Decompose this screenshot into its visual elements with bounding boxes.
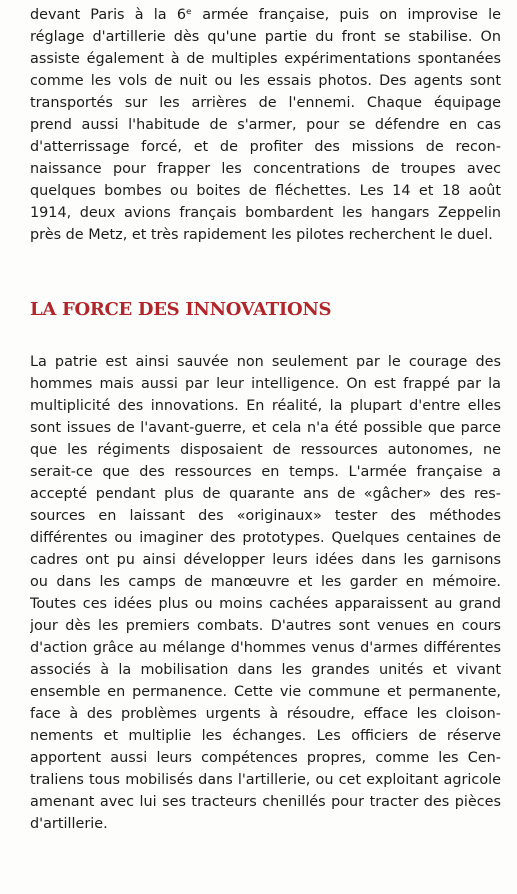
text-line: 1914, deux avions français bombardent les hangars Zeppelin <box>30 205 501 221</box>
text-line: serait-ce que des ressources en temps. L'armée française a <box>30 464 501 480</box>
text-line: différentes ou imaginer des prototypes. Quelques centaines de <box>30 530 501 546</box>
text-line: transportés sur les arrières de l'ennemi. Chaque équipage <box>30 95 501 111</box>
text-line: hommes mais aussi par leur intelligence. On est frappé par la <box>30 376 501 392</box>
text-line: face à des problèmes urgents à résoudre, efface les cloison- <box>30 706 501 722</box>
text-line: apportent aussi leurs compétences propres, comme les Cen- <box>30 750 501 766</box>
text-line: naissance pour frapper les concentrations de troupes avec <box>30 161 501 177</box>
text-line: traliens tous mobilisés dans l'artillerie, ou cet exploitant agricole <box>30 772 501 788</box>
text-line: jour dès les premiers combats. D'autres sont venues en cours <box>30 618 501 634</box>
text-line: nements et multiplie les échanges. Les officiers de réserve <box>30 728 501 744</box>
text-line: comme les vols de nuit ou les essais photos. Des agents sont <box>30 73 501 89</box>
text-line: sont issues de l'avant-guerre, et cela n'a été possible que parce <box>30 420 501 436</box>
text-line: que les régiments disposaient de ressources autonomes, ne <box>30 442 501 458</box>
text-line: ou dans les camps de manœuvre et les garder en mémoire. <box>30 574 501 590</box>
text-line: devant Paris à la 6ᵉ armée française, puis on improvise le <box>30 7 501 23</box>
text-line: prend aussi l'habitude de s'armer, pour se défendre en cas <box>30 117 501 133</box>
text-line: Toutes ces idées plus ou moins cachées apparaissent au grand <box>30 596 501 612</box>
text-line: multiplicité des innovations. En réalité, la plupart d'entre elles <box>30 398 501 414</box>
text-line: réglage d'artillerie dès qu'une partie du front se stabilise. On <box>30 29 501 45</box>
text-line: cadres ont pu ainsi développer leurs idées dans les garnisons <box>30 552 501 568</box>
text-line: d'atterrissage forcé, et de profiter des missions de recon- <box>30 139 501 155</box>
text-line: sources en laissant des «originaux» tester des méthodes <box>30 508 501 524</box>
text-line: d'artillerie. <box>30 816 108 832</box>
text-line: amenant avec lui ses tracteurs chenillés pour tracter des pièces <box>30 794 501 810</box>
text-line: ensemble en permanence. Cette vie commune et permanente, <box>30 684 501 700</box>
text-line: assiste également à de multiples expérimentations spontanées <box>30 51 501 67</box>
text-line: associés à la mobilisation dans les grandes unités et vivant <box>30 662 501 678</box>
text-line: La patrie est ainsi sauvée non seulement par le courage des <box>30 354 501 370</box>
text-line: près de Metz, et très rapidement les pilotes recherchent le duel. <box>30 227 493 243</box>
section-heading: LA FORCE DES INNOVATIONS <box>30 299 332 320</box>
text-line: d'action grâce au mélange d'hommes venus d'armes différentes <box>30 640 501 656</box>
text-line: quelques bombes ou boites de fléchettes. Les 14 et 18 août <box>30 183 501 199</box>
text-line: accepté pendant plus de quarante ans de «gâcher» des res- <box>30 486 501 502</box>
